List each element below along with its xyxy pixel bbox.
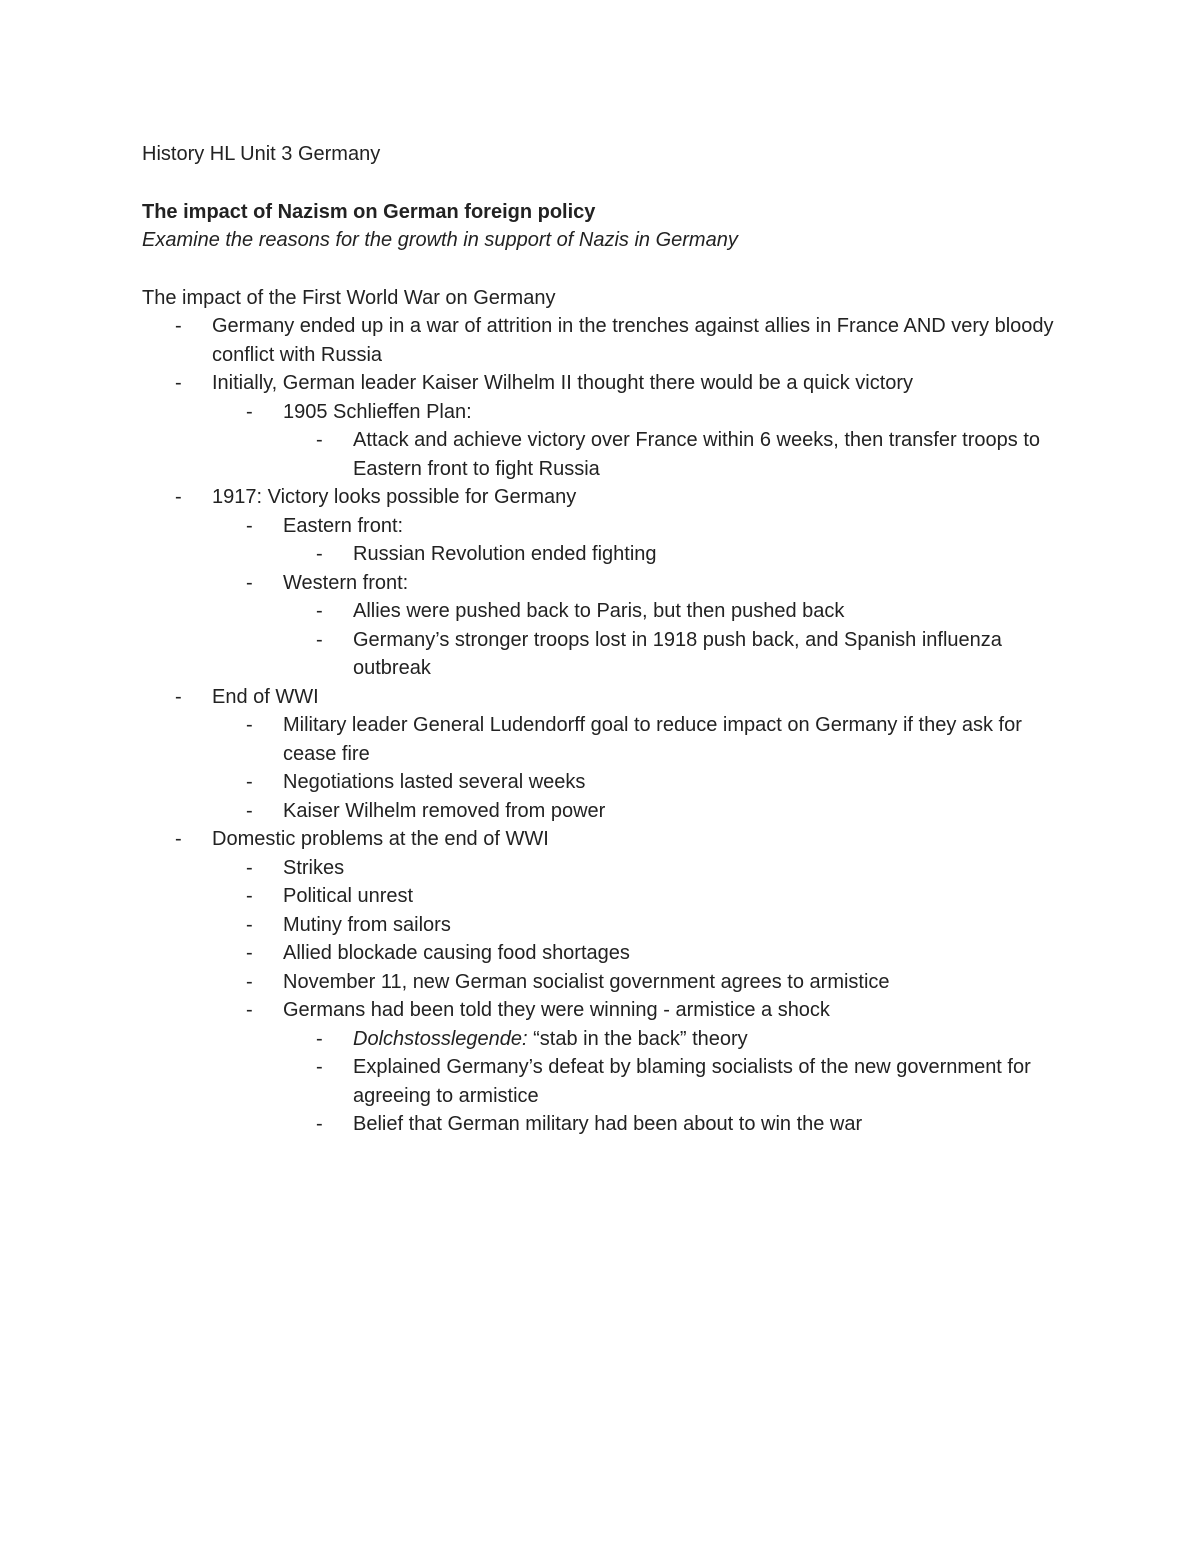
- bullet-dash: -: [246, 799, 253, 822]
- list-item: [142, 540, 1072, 569]
- list-item: [142, 911, 1072, 940]
- bullet-dash: -: [246, 970, 253, 993]
- bullet-dash: -: [175, 828, 182, 850]
- list-item: [142, 512, 1072, 541]
- list-item-text: Belief that German military had been about to win the war: [353, 1113, 863, 1135]
- bullet-dash: -: [246, 514, 253, 537]
- document-title: History HL Unit 3 Germany: [142, 143, 381, 165]
- list-item: [142, 1053, 1072, 1110]
- list-item-text: Initially, German leader Kaiser Wilhelm II thought there would be a quick victory: [212, 372, 914, 394]
- list-item-text: Allied blockade causing food shortages: [283, 942, 630, 964]
- list-item-text: Allies were pushed back to Paris, but then pushed back: [353, 600, 845, 622]
- bullet-dash: -: [175, 685, 182, 708]
- bullet-dash: -: [246, 913, 253, 936]
- document-body: [142, 140, 1072, 1139]
- list-item: [142, 683, 1072, 712]
- list-item: [142, 426, 1072, 483]
- list-item: [142, 369, 1072, 398]
- list-item-text: Mutiny from sailors: [283, 913, 451, 936]
- list-item-text: Eastern front:: [283, 514, 404, 537]
- list-item: [142, 312, 1072, 369]
- list-item: [142, 398, 1072, 427]
- list-item: [142, 626, 1072, 683]
- list-item-text: Military leader General Ludendorff goal to reduce impact on Germany if they ask for cease fire: [283, 714, 1022, 765]
- list-item-text: November 11, new German socialist government agrees to armistice: [283, 970, 890, 993]
- list-item: [142, 939, 1072, 968]
- list-item-text: 1905 Schlieffen Plan:: [283, 400, 472, 423]
- bullet-dash: -: [246, 714, 253, 736]
- list-item-text: 1917: Victory looks possible for Germany: [212, 486, 577, 508]
- list-item-text: Strikes: [283, 856, 345, 879]
- bullet-dash: -: [175, 372, 182, 394]
- section-subtitle: Examine the reasons for the growth in support of Nazis in Germany: [142, 229, 738, 251]
- list-item-text: Attack and achieve victory over France within 6 weeks, then transfer troops to Eastern front to fight Russia: [353, 429, 1040, 480]
- list-item: [142, 854, 1072, 883]
- list-item: [142, 1110, 1072, 1139]
- list-item: [142, 569, 1072, 598]
- list-item-text: Germany’s stronger troops lost in 1918 push back, and Spanish influenza outbreak: [353, 628, 1002, 679]
- list-item: [142, 825, 1072, 854]
- list-item: [142, 1025, 1072, 1054]
- bullet-dash: -: [316, 1113, 323, 1135]
- list-item-text: Germany ended up in a war of attrition in the trenches against allies in France AND very bloody conflict with Russia: [212, 315, 1054, 366]
- list-item: [142, 597, 1072, 626]
- list-item-text: Negotiations lasted several weeks: [283, 771, 586, 793]
- list-item-text: Explained Germany’s defeat by blaming socialists of the new government for agreeing to armistice: [353, 1056, 1031, 1107]
- list-item: [142, 968, 1072, 997]
- section-heading: The impact of Nazism on German foreign policy: [142, 200, 596, 223]
- bullet-dash: -: [175, 315, 182, 337]
- list-item-emphasis: Dolchstosslegende:: [353, 1027, 528, 1050]
- list-item: [142, 483, 1072, 512]
- bullet-dash: -: [316, 1056, 323, 1078]
- bullet-dash: -: [316, 600, 323, 622]
- bullet-dash: -: [316, 1027, 323, 1050]
- list-item-text: Germans had been told they were winning - armistice a shock: [283, 999, 830, 1021]
- bullet-dash: -: [246, 856, 253, 879]
- bullet-dash: -: [246, 999, 253, 1021]
- list-item-text: Kaiser Wilhelm removed from power: [283, 799, 606, 822]
- list-item: [142, 882, 1072, 911]
- list-item-text: “stab in the back” theory: [527, 1027, 748, 1050]
- bullet-dash: -: [246, 885, 253, 907]
- list-item: [142, 797, 1072, 826]
- bullet-dash: -: [316, 628, 323, 651]
- list-item: [142, 996, 1072, 1025]
- list-item-text: Russian Revolution ended fighting: [353, 543, 657, 565]
- list-item-text: Western front:: [283, 571, 409, 594]
- bullet-outline: [142, 312, 1072, 1139]
- list-item: [142, 768, 1072, 797]
- bullet-dash: -: [316, 429, 323, 451]
- bullet-dash: -: [246, 942, 253, 964]
- bullet-dash: -: [175, 486, 182, 508]
- topic-heading: The impact of the First World War on Germany: [142, 286, 556, 309]
- list-item-text: Domestic problems at the end of WWI: [212, 828, 549, 850]
- list-item-text: Political unrest: [283, 885, 414, 907]
- bullet-dash: -: [246, 400, 253, 423]
- bullet-dash: -: [246, 571, 253, 594]
- list-item-text: End of WWI: [212, 685, 319, 708]
- list-item: [142, 711, 1072, 768]
- bullet-dash: -: [246, 771, 253, 793]
- bullet-dash: -: [316, 543, 323, 565]
